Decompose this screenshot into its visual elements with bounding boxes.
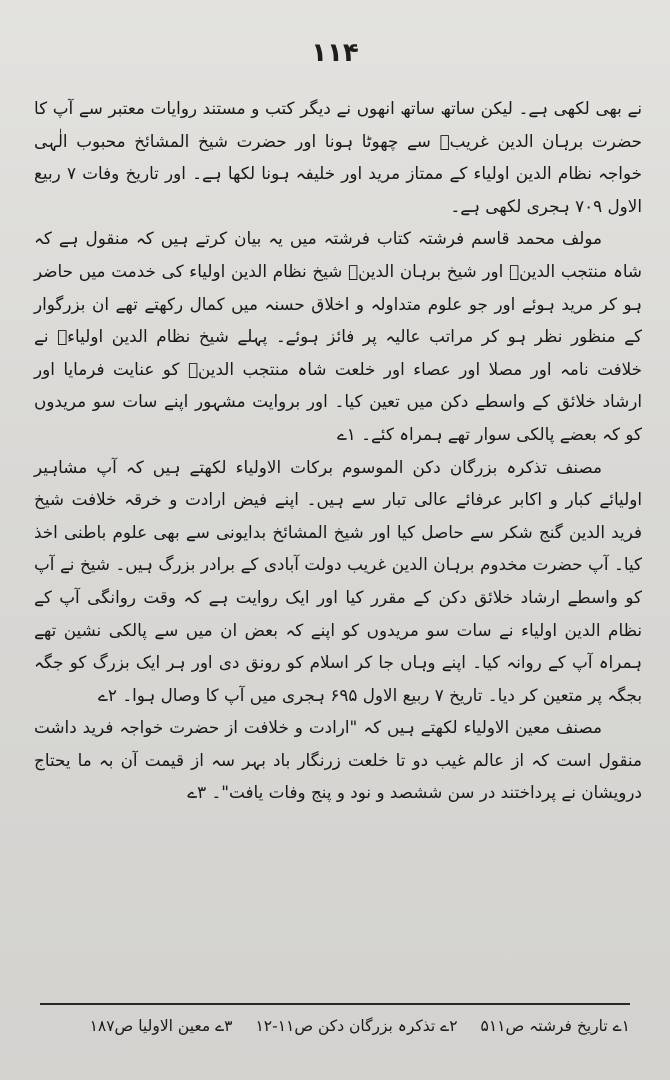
paragraph-1: نے بھی لکھی ہے۔ لیکن ساتھ ساتھ انھوں نے دیگر کتب و مستند روایات معتبر سے آپ کا حضرت برہان الدین غریبؒ سے چھوٹا ہونا اور حضرت شیخ المشائخ محبوب الٰہی خواجہ نظام الدین اولیاء کے ممتاز مرید اور خلیفہ ہونا لکھا ہے۔ اور تاریخ وفات ۷ ربیع الاول ۷۰۹ ہجری لکھی ہے۔ [34, 98, 642, 216]
paragraph-2: مولف محمد قاسم فرشتہ کتاب فرشتہ میں یہ بیان کرتے ہیں کہ منقول ہے کہ شاہ منتجب الدینؒ اور شیخ برہان الدینؒ شیخ نظام الدین اولیاء کی خدمت میں حاضر ہو کر مرید ہوئے اور جو علوم متداولہ و اخلاق حسنہ میں کمال رکھتے تھے ان بزرگوار کے منظور نظر ہو کر مراتب عالیہ پر فائز ہوئے۔ پہلے شیخ نظام الدین اولیاءؒ نے خلافت نامہ اور مصلا اور عصاء اور خلعت شاہ منتجب الدینؒ کو عنایت فرمایا اور ارشاد خلائق کے واسطے دکن میں تعین کیا۔ اور بروایت مشہور اپنے سات سو مریدوں کو کہ بعضے پالکی سوار تھے ہمراہ کئے۔ ۱ے [34, 228, 642, 444]
page-body [34, 92, 642, 809]
footnote-divider [40, 1003, 630, 1005]
footnotes [40, 1012, 630, 1040]
paragraph-4: مصنف معین الاولیاء لکھتے ہیں کہ "ارادت و خلافت از حضرت خواجہ فرید داشت منقول است کہ از عالم غیب دو تا خلعت زرنگار باد بہر سہ از قیمت آن بہ ما یحتاج درویشان نے پرداختند در سن ششصد و نود و پنج وفات یافت"۔ ۳ے [34, 717, 642, 803]
footnote-3: ۳ے معین الاولیا ص۱۸۷ [89, 1017, 233, 1035]
paragraph-3: مصنف تذکرہ بزرگان دکن الموسوم برکات الاولیاء لکھتے ہیں کہ آپ مشاہیر اولیائے کبار و اکابر عرفائے عالی تبار سے ہیں۔ اپنے فیض ارادت و خرقہ خلافت شیخ فرید الدین گنج شکر سے حاصل کیا اور شیخ المشائخ بدایونی سے بھی علوم باطنی اخذ کیا۔ آپ حضرت مخدوم برہان الدین غریب دولت آبادی کے برادر بزرگ ہیں۔ شیخ نے آپ کو واسطے ارشاد خلائق دکن کے مقرر کیا اور ایک روایت ہے کہ وقت روانگی آپ کے نظام الدین اولیاء نے سات سو مریدوں کو اپنے کہ بعض ان میں سے پالکی نشین تھے ہمراہ آپ کے روانہ کیا۔ اپنے وہاں جا کر اسلام کو رونق دی اور ہر ایک بزرگ کو جگہ بجگہ پر متعین کر دیا۔ تاریخ ۷ ربیع الاول ۶۹۵ ہجری میں آپ کا وصال ہوا۔ ۲ے [34, 456, 642, 705]
footnote-2: ۲ے تذکرہ بزرگان دکن ص۱۱-۱۲ [255, 1017, 458, 1035]
footnote-1: ۱ے تاریخ فرشتہ ص۵۱۱ [480, 1017, 630, 1035]
page-number: ۱۱۴ [311, 38, 359, 68]
